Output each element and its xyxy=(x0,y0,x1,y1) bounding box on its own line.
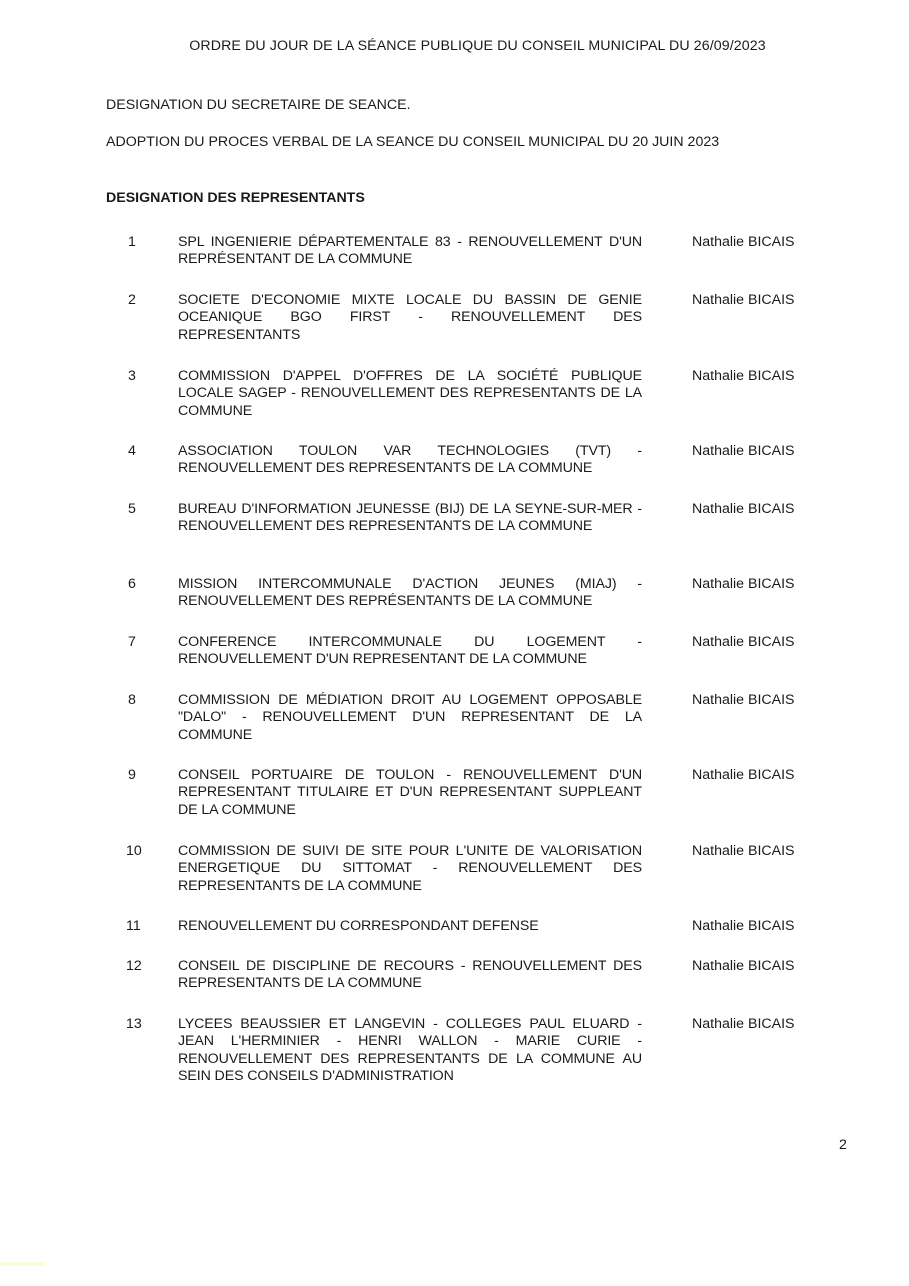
agenda-item-number: 8 xyxy=(128,692,136,708)
agenda-item-title: COMMISSION DE MÉDIATION DROIT AU LOGEMENT OPPOSABLE "DALO" - RENOUVELLEMENT D'UN REPRESENTANT DE LA COMMUNE xyxy=(178,692,642,743)
agenda-item-rapporteur: Nathalie BICAIS xyxy=(692,368,795,384)
agenda-item xyxy=(0,843,909,894)
agenda-item-title: MISSION INTERCOMMUNALE D'ACTION JEUNES (MIAJ) - RENOUVELLEMENT DES REPRÉSENTANTS DE LA COMMUNE xyxy=(178,576,642,610)
agenda-item-title: ASSOCIATION TOULON VAR TECHNOLOGIES (TVT) - RENOUVELLEMENT DES REPRESENTANTS DE LA COMMUNE xyxy=(178,443,642,477)
agenda-item-number: 6 xyxy=(128,576,136,592)
agenda-item-rapporteur: Nathalie BICAIS xyxy=(692,767,795,783)
agenda-item xyxy=(0,501,909,535)
agenda-item-number: 1 xyxy=(128,234,136,250)
agenda-item xyxy=(0,234,909,268)
agenda-item-title: COMMISSION DE SUIVI DE SITE POUR L'UNITE DE VALORISATION ENERGETIQUE DU SITTOMAT - RENOUVELLEMENT DES REPRESENTANTS DE LA COMMUNE xyxy=(178,843,642,894)
agenda-item-rapporteur: Nathalie BICAIS xyxy=(692,501,795,517)
scan-artifact xyxy=(0,1262,45,1266)
agenda-item-title: CONSEIL PORTUAIRE DE TOULON - RENOUVELLEMENT D'UN REPRESENTANT TITULAIRE ET D'UN REPRESENTANT SUPPLEANT DE LA COMMUNE xyxy=(178,767,642,818)
agenda-item xyxy=(0,292,909,343)
agenda-item-number: 9 xyxy=(128,767,136,783)
agenda-item-title: CONSEIL DE DISCIPLINE DE RECOURS - RENOUVELLEMENT DES REPRESENTANTS DE LA COMMUNE xyxy=(178,958,642,992)
section-title: DESIGNATION DES REPRESENTANTS xyxy=(106,190,365,206)
agenda-item xyxy=(0,918,909,935)
agenda-item-number: 3 xyxy=(128,368,136,384)
agenda-line-secretaire: DESIGNATION DU SECRETAIRE DE SEANCE. xyxy=(106,97,411,113)
agenda-item xyxy=(0,1016,909,1085)
agenda-item-rapporteur: Nathalie BICAIS xyxy=(692,1016,795,1032)
agenda-item-rapporteur: Nathalie BICAIS xyxy=(692,958,795,974)
page-number: 2 xyxy=(839,1137,847,1153)
agenda-item-rapporteur: Nathalie BICAIS xyxy=(692,634,795,650)
agenda-item-rapporteur: Nathalie BICAIS xyxy=(692,292,795,308)
agenda-item-rapporteur: Nathalie BICAIS xyxy=(692,576,795,592)
agenda-item xyxy=(0,443,909,477)
agenda-item-number: 10 xyxy=(126,843,142,859)
agenda-item-rapporteur: Nathalie BICAIS xyxy=(692,692,795,708)
agenda-item xyxy=(0,368,909,419)
agenda-item-number: 7 xyxy=(128,634,136,650)
agenda-item-title: SOCIETE D'ECONOMIE MIXTE LOCALE DU BASSIN DE GENIE OCEANIQUE BGO FIRST - RENOUVELLEMENT DES REPRESENTANTS xyxy=(178,292,642,343)
agenda-item-title: SPL INGENIERIE DÉPARTEMENTALE 83 - RENOUVELLEMENT D'UN REPRÉSENTANT DE LA COMMUNE xyxy=(178,234,642,268)
agenda-item xyxy=(0,958,909,992)
agenda-item xyxy=(0,634,909,668)
agenda-item-number: 13 xyxy=(126,1016,142,1032)
agenda-item-number: 5 xyxy=(128,501,136,517)
agenda-item-rapporteur: Nathalie BICAIS xyxy=(692,443,795,459)
agenda-item-title: RENOUVELLEMENT DU CORRESPONDANT DEFENSE xyxy=(178,918,539,934)
agenda-item-rapporteur: Nathalie BICAIS xyxy=(692,843,795,859)
agenda-item-rapporteur: Nathalie BICAIS xyxy=(692,918,795,934)
agenda-item-number: 4 xyxy=(128,443,136,459)
agenda-item xyxy=(0,576,909,610)
agenda-item-title: CONFERENCE INTERCOMMUNALE DU LOGEMENT - RENOUVELLEMENT D'UN REPRESENTANT DE LA COMMUNE xyxy=(178,634,642,668)
agenda-item-title: LYCEES BEAUSSIER ET LANGEVIN - COLLEGES PAUL ELUARD - JEAN L'HERMINIER - HENRI WALLON - MARIE CURIE - RENOUVELLEMENT DES REPRESENTANTS DE LA COMMUNE AU SEIN DES CONSEILS D'ADMINISTRATION xyxy=(178,1016,642,1085)
agenda-item-rapporteur: Nathalie BICAIS xyxy=(692,234,795,250)
page-title: ORDRE DU JOUR DE LA SÉANCE PUBLIQUE DU CONSEIL MUNICIPAL DU 26/09/2023 xyxy=(189,38,766,54)
agenda-item-number: 2 xyxy=(128,292,136,308)
agenda-item-number: 11 xyxy=(126,918,141,934)
agenda-item-title: BUREAU D'INFORMATION JEUNESSE (BIJ) DE LA SEYNE-SUR-MER - RENOUVELLEMENT DES REPRESENTANTS DE LA COMMUNE xyxy=(178,501,642,535)
agenda-item-title: COMMISSION D'APPEL D'OFFRES DE LA SOCIÉTÉ PUBLIQUE LOCALE SAGEP - RENOUVELLEMENT DES REPRESENTANTS DE LA COMMUNE xyxy=(178,368,642,419)
agenda-item xyxy=(0,692,909,743)
agenda-item-number: 12 xyxy=(126,958,142,974)
agenda-line-adoption: ADOPTION DU PROCES VERBAL DE LA SEANCE DU CONSEIL MUNICIPAL DU 20 JUIN 2023 xyxy=(106,134,720,150)
agenda-item xyxy=(0,767,909,818)
